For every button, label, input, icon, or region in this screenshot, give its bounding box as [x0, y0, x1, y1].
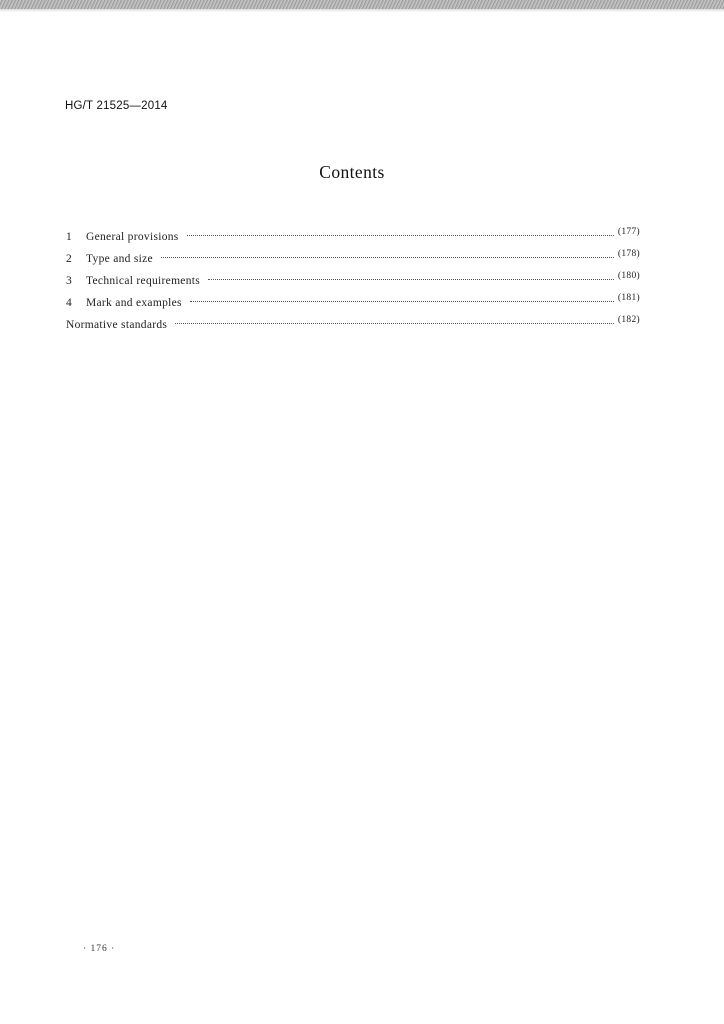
toc-entry-normative-standards[interactable]: [66, 315, 640, 341]
toc-entry-mark-and-examples[interactable]: [66, 293, 640, 319]
scan-top-edge: [0, 0, 724, 9]
toc-entry-number: 2: [66, 253, 72, 265]
toc-entry-label: Mark and examples: [86, 297, 182, 309]
toc-entry-technical-requirements[interactable]: [66, 271, 640, 297]
toc-entry-page: (182): [617, 315, 640, 325]
toc-dot-leader: [208, 279, 614, 280]
toc-dot-leader: [161, 257, 614, 258]
toc-entry-label: Type and size: [86, 253, 153, 265]
page-number: · 176 ·: [83, 944, 116, 954]
toc-dot-leader: [190, 301, 614, 302]
toc-entry-page: (180): [617, 271, 640, 281]
toc-entry-number: 4: [66, 297, 72, 309]
standard-code: HG/T 21525—2014: [65, 100, 168, 112]
toc-entry-general-provisions[interactable]: [66, 227, 640, 253]
toc-entry-number: 1: [66, 231, 72, 243]
toc-entry-page: (177): [617, 227, 640, 237]
toc-entry-type-and-size[interactable]: [66, 249, 640, 275]
toc-entry-page: (181): [617, 293, 640, 303]
page-title: Contents: [319, 162, 385, 182]
toc-dot-leader: [187, 235, 614, 236]
toc-entry-label: Technical requirements: [86, 275, 201, 287]
scan-top-edge-fade: [0, 9, 724, 12]
toc-entry-number: 3: [66, 275, 72, 287]
toc-entry-label: Normative standards: [66, 319, 168, 331]
toc-entry-page: (178): [617, 249, 640, 259]
toc-dot-leader: [175, 323, 614, 324]
toc-entry-label: General provisions: [86, 231, 179, 243]
table-of-contents: [66, 227, 640, 341]
